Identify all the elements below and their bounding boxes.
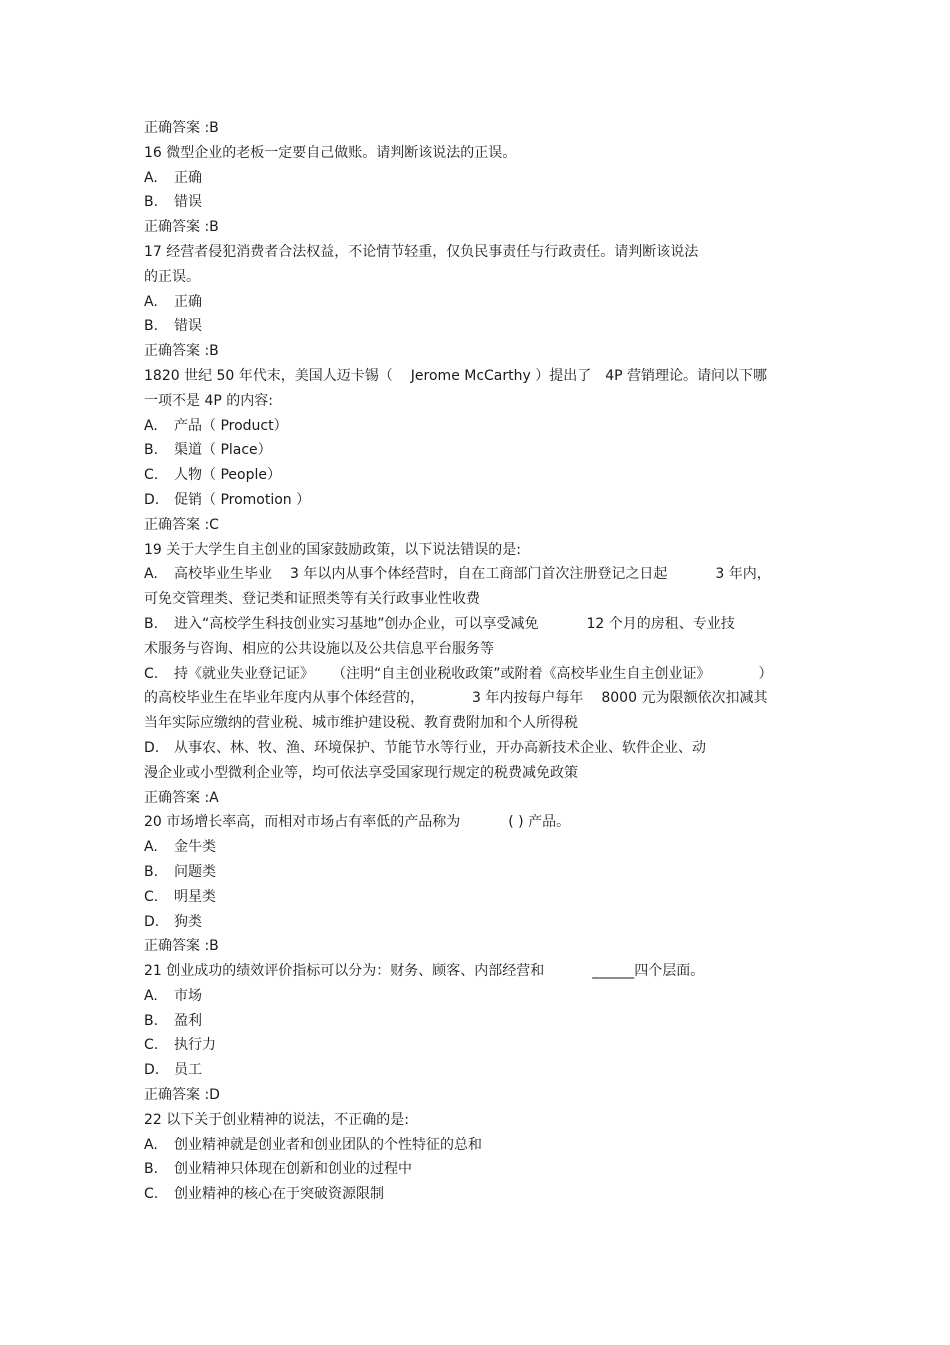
option-letter: D.	[144, 739, 160, 756]
option-text: 正确	[174, 169, 202, 186]
option-text: 从事农、林、牧、渔、环境保护、节能节水等行业，开办高新技术企业、软件企业、动	[174, 739, 706, 756]
text-segment: 3 年内按每户每年	[472, 690, 584, 707]
option-line	[144, 1009, 824, 1034]
option-text: 正确	[174, 293, 202, 310]
option-line	[144, 488, 824, 513]
option-letter: A.	[144, 293, 158, 310]
option-line	[144, 860, 824, 885]
option-line	[144, 1182, 824, 1207]
answer-line: 正确答案 :D	[144, 1087, 220, 1104]
option-line	[144, 662, 824, 687]
text-segment: 持《就业失业登记证》	[174, 665, 314, 682]
question-21	[144, 959, 824, 984]
option-text: 执行力	[174, 1037, 216, 1054]
option-text: 金牛类	[174, 839, 216, 856]
option-line	[144, 1157, 824, 1182]
option-letter: A.	[144, 987, 158, 1004]
option-letter: B.	[144, 318, 159, 335]
text-segment: 21 创业成功的绩效评价指标可以分为：财务、顾客、内部经营和	[144, 963, 545, 980]
option-line	[144, 562, 824, 587]
question-18	[144, 364, 824, 389]
text-segment: 20 市场增长率高，而相对市场占有率低的产品称为	[144, 814, 461, 831]
option-line	[144, 314, 824, 339]
option-letter: D.	[144, 491, 160, 508]
option-letter: D.	[144, 913, 160, 930]
option-text: 明星类	[174, 888, 216, 905]
option-text: 市场	[174, 987, 202, 1004]
question-18-cont: 一项不是 4P 的内容:	[144, 392, 273, 409]
option-text: 产品（ Product）	[174, 417, 288, 434]
text-segment: 的高校毕业生在毕业年度内从事个体经营的，	[144, 690, 424, 707]
option-line	[144, 463, 824, 488]
text-segment: 8000 元为限额依次扣减其	[601, 690, 768, 707]
option-line	[144, 166, 824, 191]
option-text: 创业精神只体现在创新和创业的过程中	[174, 1161, 412, 1178]
option-letter: A.	[144, 566, 158, 583]
option-text: 渠道（ Place）	[174, 442, 272, 459]
option-text: 问题类	[174, 863, 216, 880]
text-segment: ( ) 产品。	[508, 814, 571, 831]
option-letter: B.	[144, 1012, 159, 1029]
option-text-cont: 漫企业或小型微利企业等，均可依法享受国家现行规定的税费减免政策	[144, 764, 578, 781]
option-text-cont: 当年实际应缴纳的营业税、城市维护建设税、教育费附加和个人所得税	[144, 715, 578, 732]
option-text-cont	[144, 686, 824, 711]
question-19: 19 关于大学生自主创业的国家鼓励政策，以下说法错误的是:	[144, 541, 521, 558]
answer-line: 正确答案 :B	[144, 938, 219, 955]
answer-line: 正确答案 :B	[144, 120, 219, 136]
option-text: 创业精神的核心在于突破资源限制	[174, 1186, 384, 1203]
option-line	[144, 290, 824, 315]
option-line	[144, 1133, 824, 1158]
option-letter: A.	[144, 417, 158, 434]
option-line	[144, 1033, 824, 1058]
option-text: 盈利	[174, 1012, 202, 1029]
option-line	[144, 438, 824, 463]
question-17-cont: 的正误。	[144, 268, 200, 285]
option-letter: B.	[144, 863, 159, 880]
option-letter: D.	[144, 1062, 160, 1079]
option-text: 创业精神就是创业者和创业团队的个性特征的总和	[174, 1136, 482, 1153]
option-letter: A.	[144, 839, 158, 856]
option-line	[144, 612, 824, 637]
question-16: 16 微型企业的老板一定要自己做账。请判断该说法的正误。	[144, 144, 517, 161]
question-17: 17 经营者侵犯消费者合法权益，不论情节轻重，仅负民事责任与行政责任。请判断该说法	[144, 243, 699, 260]
option-letter: B.	[144, 194, 159, 211]
answer-line: 正确答案 :B	[144, 343, 219, 360]
text-segment: Jerome McCarthy ）提出了	[410, 367, 592, 384]
option-letter: C.	[144, 1037, 159, 1054]
option-text: 错误	[174, 318, 202, 335]
document-page	[144, 116, 824, 1207]
question-22: 22 以下关于创业精神的说法，不正确的是:	[144, 1111, 409, 1128]
option-line	[144, 885, 824, 910]
option-letter: C.	[144, 888, 159, 905]
text-segment: ）	[758, 665, 773, 682]
option-line	[144, 835, 824, 860]
text-segment: （注明“自主创业税收政策”或附着《高校毕业生自主创业证》	[332, 665, 711, 682]
answer-line: 正确答案 :C	[144, 516, 219, 533]
text-segment: 1820 世纪 50 年代末，美国人迈卡锡（	[144, 367, 393, 384]
option-line	[144, 1058, 824, 1083]
option-letter: B.	[144, 442, 159, 459]
option-text-cont: 术服务与咨询、相应的公共设施以及公共信息平台服务等	[144, 640, 494, 657]
answer-line: 正确答案 :A	[144, 789, 219, 806]
option-letter: B.	[144, 1161, 159, 1178]
option-text: 狗类	[174, 913, 202, 930]
option-text-cont: 可免交管理类、登记类和证照类等有关行政事业性收费	[144, 591, 480, 608]
option-text: 促销（ Promotion ）	[174, 491, 311, 508]
option-line	[144, 190, 824, 215]
option-line	[144, 910, 824, 935]
option-text: 员工	[174, 1062, 202, 1079]
option-letter: C.	[144, 1186, 159, 1203]
text-segment: 进入“高校学生科技创业实习基地”创办企业，可以享受减免	[174, 615, 539, 632]
text-segment: 高校毕业生毕业	[174, 566, 272, 583]
question-20	[144, 810, 824, 835]
option-line	[144, 414, 824, 439]
option-letter: A.	[144, 1136, 158, 1153]
option-letter: C.	[144, 665, 159, 682]
text-segment: 4P 营销理论。请问以下哪	[605, 367, 768, 384]
text-segment: 3 年内，	[715, 566, 771, 583]
option-line	[144, 736, 824, 761]
text-segment: 12 个月的房租、专业技	[586, 615, 735, 632]
text-segment: ______四个层面。	[592, 963, 705, 980]
option-line	[144, 984, 824, 1009]
answer-line: 正确答案 :B	[144, 219, 219, 236]
option-letter: B.	[144, 615, 159, 632]
option-letter: A.	[144, 169, 158, 186]
option-text: 错误	[174, 194, 202, 211]
option-letter: C.	[144, 467, 159, 484]
option-text: 人物（ People）	[174, 467, 281, 484]
text-segment: 3 年以内从事个体经营时，自在工商部门首次注册登记之日起	[290, 566, 668, 583]
